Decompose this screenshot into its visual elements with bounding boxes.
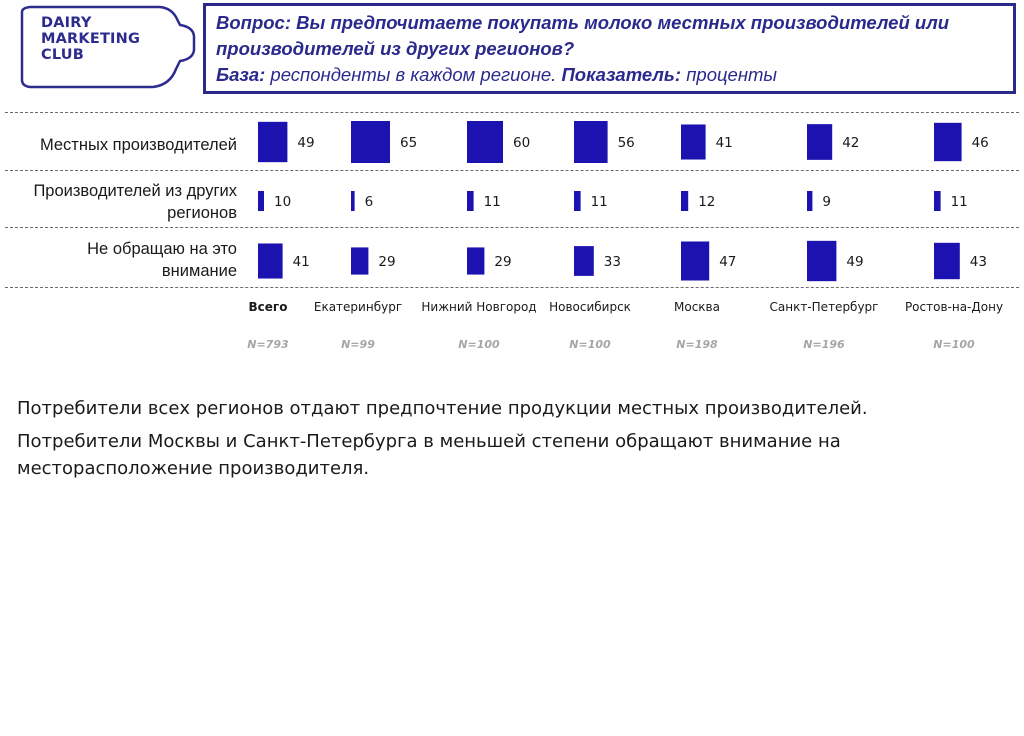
value-label-0-4: 41 — [715, 135, 733, 151]
value-label-2-6: 43 — [969, 254, 987, 270]
logo-line-3: CLUB — [41, 47, 84, 63]
value-label-2-1: 29 — [378, 254, 396, 270]
bar-1-4 — [681, 191, 688, 211]
category-label: Санкт-Петербург — [769, 300, 879, 314]
bar-0-3 — [574, 121, 608, 163]
value-label-2-0: 41 — [292, 254, 310, 270]
value-label-1-6: 11 — [950, 194, 968, 210]
category-label: Всего — [248, 300, 288, 314]
sample-size-label: N=100 — [458, 338, 500, 351]
bar-1-1 — [351, 191, 355, 211]
sample-size-label: N=99 — [341, 338, 375, 351]
bar-2-1 — [351, 247, 368, 274]
value-label-2-3: 33 — [603, 254, 621, 270]
row-label-other-regions: Производителей из других регионов — [33, 182, 237, 222]
conclusion-1: Потребители всех регионов отдают предпочтение продукции местных производителей. — [17, 398, 868, 419]
value-label-2-2: 29 — [494, 254, 512, 270]
conclusion-2: Потребители Москвы и Санкт-Петербурга в меньшей степени обращают внимание на месторасположение производителя. — [17, 431, 841, 479]
category-label: Новосибирск — [549, 300, 631, 314]
question-label: Вопрос: — [216, 12, 292, 33]
metric-label: Показатель: — [561, 64, 682, 85]
bar-2-2 — [467, 247, 484, 274]
logo-line-2: MARKETING — [41, 31, 141, 47]
bar-0-4 — [681, 124, 706, 159]
logo-line-1: DAIRY — [41, 15, 92, 31]
bar-0-0 — [258, 122, 287, 162]
bar-chart — [0, 0, 1024, 300]
value-label-0-2: 60 — [513, 135, 531, 151]
value-label-2-4: 47 — [719, 254, 737, 270]
value-label-1-5: 9 — [822, 194, 831, 210]
category-label: Москва — [674, 300, 720, 314]
category-label: Екатеринбург — [313, 300, 403, 314]
value-label-1-2: 11 — [483, 194, 501, 210]
value-label-2-5: 49 — [846, 254, 864, 270]
row-label-no-attention: Не обращаю на это внимание — [87, 240, 237, 280]
sample-size-label: N=793 — [247, 338, 289, 351]
bar-2-4 — [681, 241, 709, 280]
value-label-1-0: 10 — [274, 194, 292, 210]
question-text: Вы предпочитаете покупать молоко местных производителей или производителей из других регионов? — [216, 12, 950, 59]
bar-0-2 — [467, 121, 503, 163]
value-label-0-3: 56 — [617, 135, 635, 151]
value-label-1-4: 12 — [698, 194, 716, 210]
value-label-1-1: 6 — [364, 194, 374, 210]
value-label-0-1: 65 — [400, 135, 418, 151]
bar-0-6 — [934, 123, 962, 161]
value-label-0-5: 42 — [842, 135, 860, 151]
bar-2-0 — [258, 243, 283, 278]
bar-1-6 — [934, 191, 941, 211]
value-label-1-3: 11 — [590, 194, 608, 210]
sample-size-label: N=196 — [803, 338, 845, 351]
value-label-0-0: 49 — [297, 135, 315, 151]
bar-0-5 — [807, 124, 832, 160]
bar-2-3 — [574, 246, 594, 276]
bar-2-6 — [934, 243, 960, 279]
row-label-local: Местных производителей — [39, 136, 237, 154]
bar-2-5 — [807, 241, 836, 281]
sample-size-label: N=198 — [676, 338, 718, 351]
bar-1-0 — [258, 191, 264, 211]
bar-0-1 — [351, 121, 390, 163]
bar-1-2 — [467, 191, 474, 211]
bar-1-5 — [807, 191, 812, 211]
bar-1-3 — [574, 191, 581, 211]
value-label-0-6: 46 — [971, 135, 989, 151]
metric-text: проценты — [686, 64, 778, 85]
base-text: респонденты в каждом регионе. — [270, 64, 557, 85]
sample-size-label: N=100 — [933, 338, 975, 351]
sample-size-label: N=100 — [569, 338, 611, 351]
base-label: База: — [216, 64, 266, 85]
category-label: Нижний Новгород — [421, 300, 537, 314]
category-label: Ростов-на-Дону — [904, 300, 1004, 314]
